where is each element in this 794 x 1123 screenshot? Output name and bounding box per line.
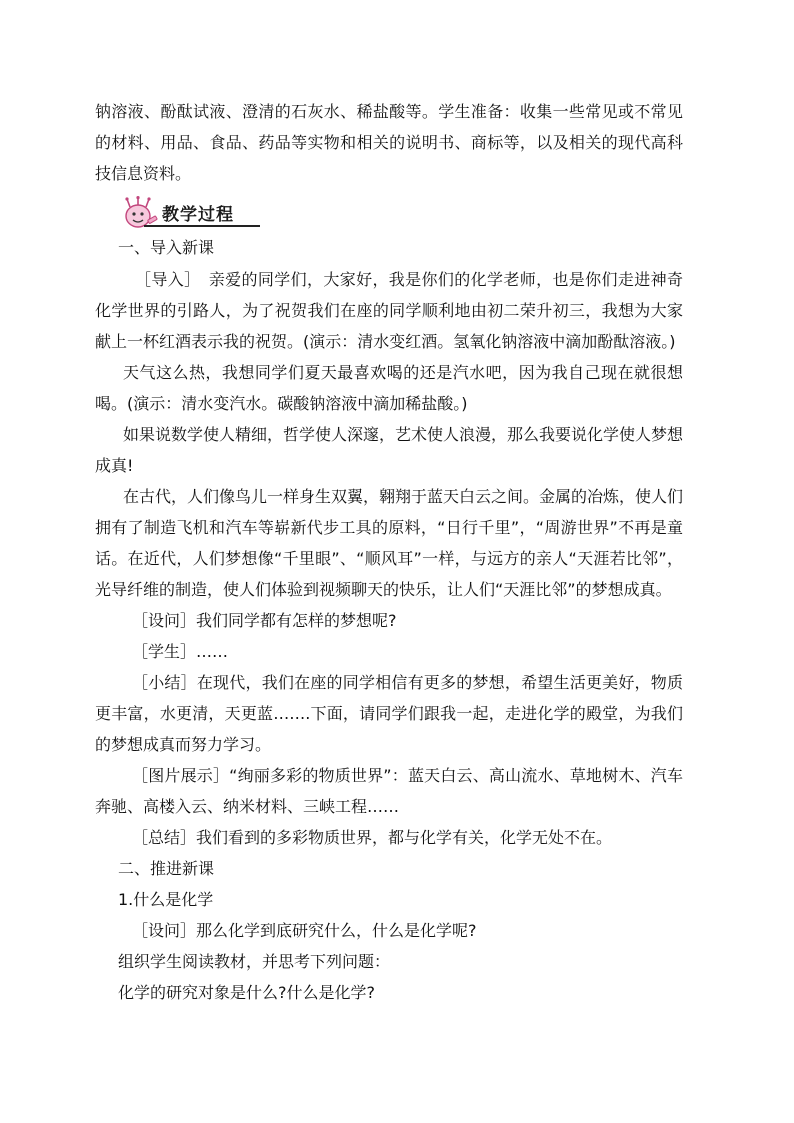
paragraph-question-2: ［设问］那么化学到底研究什么，什么是化学呢? — [132, 921, 477, 940]
paragraph-question-1: ［设问］我们同学都有怎样的梦想呢? — [132, 611, 397, 630]
paragraph-ancient: 在古代，人们像鸟儿一样身生双翼，翱翔于蓝天白云之间。金属的冶炼，使人们拥有了制造飞机和汽车等崭新代步工具的原料，“日行千里”，“周游世界”不再是童话。在近代，人们梦想像“千里眼”、“顺风耳”一样，与远方的亲人“天涯若比邻”，光导纤维的制造，使人们体验到视频聊天的快乐，让人们“天涯比邻”的梦想成真。 — [95, 487, 684, 599]
paragraph-student: ［学生］…… — [132, 642, 229, 661]
paragraph-question-3: 化学的研究对象是什么?什么是化学? — [118, 983, 375, 1002]
paragraph-summary-1: ［小结］在现代，我们在座的同学相信有更多的梦想，希望生活更美好，物质更丰富，水更清，天更蓝…….下面，请同学们跟我一起，走进化学的殿堂，为我们的梦想成真而努力学习。 — [95, 673, 683, 754]
intro-paragraph: 钠溶液、酚酞试液、澄清的石灰水、稀盐酸等。学生准备：收集一些常见或不常见的材料、用品、食品、药品等实物和相关的说明书、商标等，以及相关的现代高科技信息资料。 — [95, 102, 683, 183]
heading-import-new-lesson: 一、导入新课 — [118, 238, 215, 257]
heading-what-is-chemistry: 1.什么是化学 — [118, 890, 214, 909]
paragraph-intro-lead: ［导入］ 亲爱的同学们，大家好，我是你们的化学老师，也是你们走进神奇化学世界的引路人，为了祝贺我们在座的同学顺利地由初二荣升初三，我想为大家献上一杯红酒表示我的祝贺。(演示：清水变红酒。氢氧化钠溶液中滴加酚酞溶液。) — [95, 270, 683, 351]
section-title: 教学过程 — [162, 205, 234, 225]
paragraph-image-display: ［图片展示］“绚丽多彩的物质世界”：蓝天白云、高山流水、草地树木、汽车奔驰、高楼入云、纳米材料、三峡工程…… — [95, 766, 683, 816]
heading-advance-new-lesson: 二、推进新课 — [118, 859, 215, 878]
paragraph-organize-reading: 组织学生阅读教材，并思考下列问题： — [118, 952, 391, 971]
paragraph-weather: 天气这么热，我想同学们夏天最喜欢喝的还是汽水吧，因为我自己现在就很想喝。(演示：清水变汽水。碳酸钠溶液中滴加稀盐酸。) — [95, 363, 683, 413]
section-badge — [118, 196, 260, 230]
section-underline — [144, 225, 260, 227]
paragraph-dream: 如果说数学使人精细，哲学使人深邃，艺术使人浪漫，那么我要说化学使人梦想成真! — [95, 425, 684, 475]
paragraph-summary-2: ［总结］我们看到的多彩物质世界，都与化学有关，化学无处不在。 — [132, 828, 613, 847]
